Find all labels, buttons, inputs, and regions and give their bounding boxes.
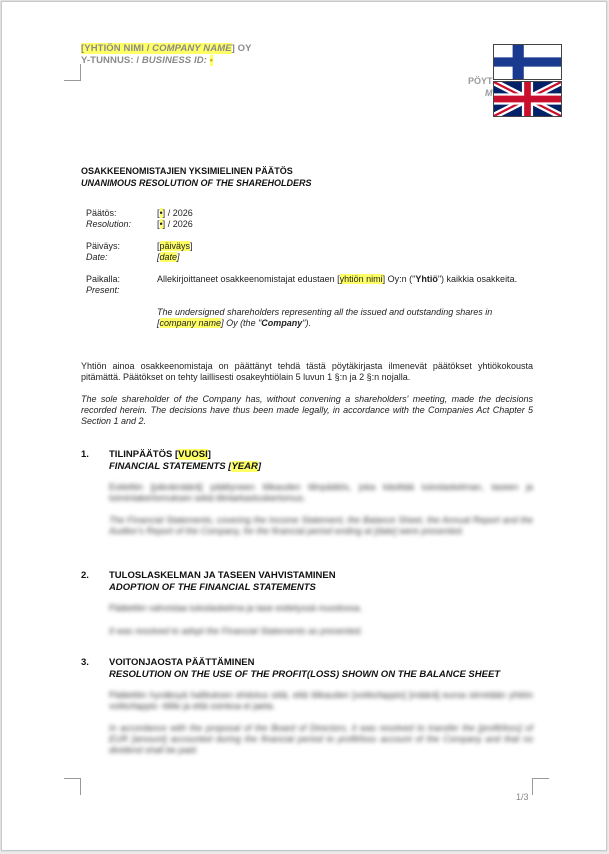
minutes-label-fi: PÖYT — [468, 76, 493, 86]
title-fi: OSAKKEENOMISTAJIEN YKSIMIELINEN PÄÄTÖS — [81, 166, 293, 176]
section-body-en: It was resolved to adopt the Financial Statements as presented. — [109, 626, 363, 636]
company-name-en: COMPANY NAME — [152, 43, 232, 54]
section-number: 1. — [81, 449, 89, 460]
header-business-id-line: Y-TUNNUS: / BUSINESS ID: • — [81, 55, 214, 66]
header-company-line: [YHTIÖN NIMI / COMPANY NAME] OY — [81, 43, 252, 54]
title-en: UNANIMOUS RESOLUTION OF THE SHAREHOLDERS — [81, 178, 312, 188]
section-body-en: In accordance with the proposal of the Board of Directors, it was resolved to transfer the [profit/loss] of EUR [amount] accounted during the financial period to profit/loss account of the Company and that no dividend shall be paid. — [109, 723, 533, 755]
section-title: TULOSLASKELMAN JA TASEEN VAHVISTAMINEN ADOPTION OF THE FINANCIAL STATEMENTS — [109, 570, 336, 593]
date-value: [päiväys] [date] — [157, 241, 193, 262]
crop-mark-top-left — [64, 64, 81, 81]
crop-mark-bottom-right — [532, 778, 549, 795]
company-name-fi: YHTIÖN NIMI — [84, 43, 144, 54]
section-title: TILINPÄÄTÖS [VUOSI] FINANCIAL STATEMENTS [YEAR] — [109, 449, 262, 472]
minutes-label-en: M — [485, 88, 493, 98]
section-title: VOITONJAOSTA PÄÄTTÄMINEN RESOLUTION ON THE USE OF THE PROFIT(LOSS) SHOWN ON THE BALANCE SHEET — [109, 657, 501, 680]
page-number: 1/3 — [516, 792, 529, 802]
section-number: 2. — [81, 570, 89, 581]
present-text-fi: Allekirjoittaneet osakkeenomistajat edustaen [yhtiön nimi] Oy:n ("Yhtiö") kaikkia osakkeita. — [157, 274, 518, 284]
section-body-fi: Päätettiin vahvistaa tuloslaskelma ja tase esitetyssä muodossa. — [109, 603, 363, 613]
present-label: Paikalla: Present: — [86, 274, 121, 295]
intro-paragraph-fi: Yhtiön ainoa osakkeenomistaja on päättänyt tehdä tästä pöytäkirjasta ilmenevät päätökset yhtiökokousta pitämättä. Päätökset on tehty laillisesti osakeyhtiölain 5 luvun 1 §:n ja 2 §:n nojalla. — [81, 361, 533, 382]
intro-paragraph-en: The sole shareholder of the Company has, without convening a shareholders' meeting, made the decisions recorded herein. The decisions have thus been made legally, in accordance with the Companies Act Chapter 5 Section 1 and 2. — [81, 394, 533, 426]
section-body-fi: Päätettiin hyväksyä hallituksen ehdotus siitä, että tilikauden [voitto/tappio] [määrä] euroa siirretään yhtiön voitto/tappio -tilille ja että osinkoa ei jaeta. — [109, 690, 533, 711]
document-page — [1, 1, 607, 851]
present-text-en: The undersigned shareholders representing all the issued and outstanding shares in [company name] Oy (the "Company"). — [157, 307, 493, 328]
crop-mark-bottom-left — [64, 778, 81, 795]
section-body-fi: Esitettiin [päivämäärä] päättyneen tilikauden tilinpäätös, joka käsittää tuloslaskelman, taseen ja toimintakertomuksen sekä tilintarkastuskertomus. — [109, 482, 533, 503]
finnish-flag-icon[interactable] — [493, 44, 562, 80]
section-body-en: The Financial Statements, covering the Income Statement, the Balance Sheet, the Annual Report and the Auditor's Report of the Company, for the financial period ending at [date] were presented. — [109, 515, 533, 536]
section-number: 3. — [81, 657, 89, 668]
date-label: Päiväys: Date: — [86, 241, 121, 262]
decision-label: Päätös: Resolution: — [86, 208, 132, 229]
business-id-bullet: • — [209, 55, 214, 66]
union-jack-flag-icon[interactable] — [493, 81, 562, 117]
document-title — [81, 165, 312, 189]
decision-value: [•] / 2026 [•] / 2026 — [157, 208, 193, 229]
